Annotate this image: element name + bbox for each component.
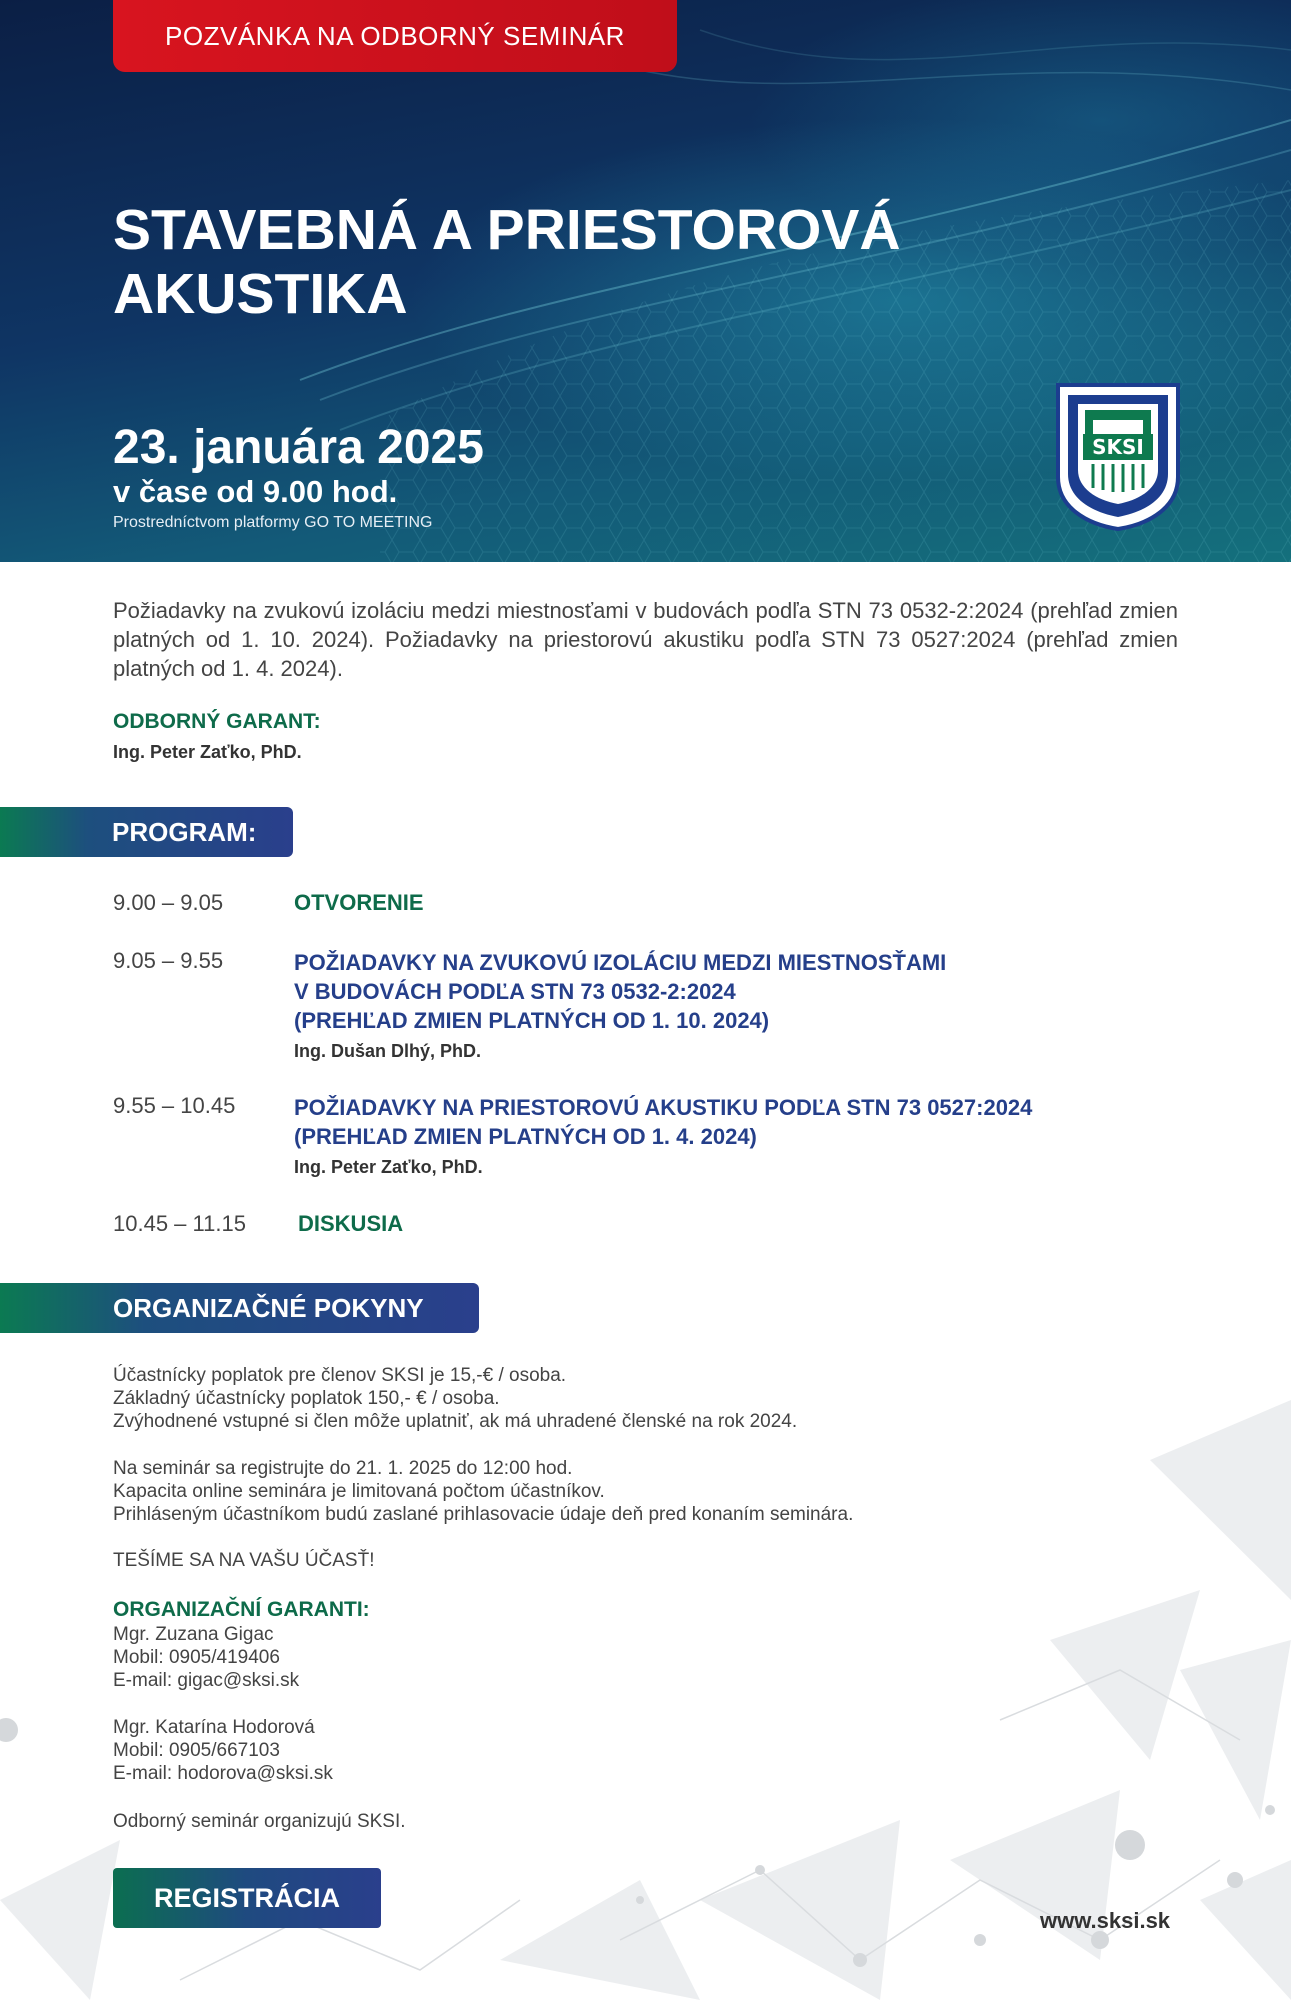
program-heading-bar: [0, 807, 293, 857]
organizer-note: Odborný seminár organizujú SKSI.: [113, 1811, 406, 1832]
contact-card: [113, 1623, 299, 1692]
sksi-logo: [1055, 382, 1181, 532]
fee-line: Základný účastnícky poplatok 150,- € / osoba.: [113, 1388, 500, 1409]
registration-info: [113, 1457, 853, 1526]
event-date: 23. januára 2025: [113, 421, 484, 474]
registration-line: Na seminár sa registrujte do 21. 1. 2025 do 12:00 hod.: [113, 1458, 573, 1479]
program-time: 9.55 – 10.45: [113, 1093, 236, 1118]
registration-line: Prihláseným účastníkom budú zaslané prihlasovacie údaje deň pred konaním seminára.: [113, 1504, 854, 1525]
event-time: v čase od 9.00 hod.: [113, 474, 398, 509]
program-time: 10.45 – 11.15: [113, 1211, 246, 1236]
seminar-description: Požiadavky na zvukovú izoláciu medzi miestnosťami v budovách podľa STN 73 0532-2:2024 (prehľad zmien platných od 1. 10. 2024). Požiadavky na priestorovú akustiku podľa STN 73 0527:2024 (prehľad zmien platných od 1. 4. 2024).: [113, 598, 1178, 681]
org-garanti-heading: ORGANIZAČNÍ GARANTI:: [113, 1598, 370, 1621]
contact-mobile: Mobil: 0905/667103: [113, 1740, 280, 1761]
contact-email[interactable]: E-mail: hodorova@sksi.sk: [113, 1763, 333, 1784]
event-platform: Prostredníctvom platformy GO TO MEETING: [113, 514, 433, 531]
program-title-line: POŽIADAVKY NA ZVUKOVÚ IZOLÁCIU MEDZI MIESTNOSŤAMI: [294, 950, 947, 975]
program-title-block: [294, 1093, 1032, 1179]
hero-banner: [0, 0, 1291, 562]
program-title-line: V BUDOVÁCH PODĽA STN 73 0532-2:2024: [294, 979, 736, 1004]
program-time: 9.00 – 9.05: [113, 890, 224, 915]
org-heading: ORGANIZAČNÉ POKYNY: [113, 1292, 424, 1323]
title-line-2: AKUSTIKA: [113, 262, 408, 326]
contact-email[interactable]: E-mail: gigac@sksi.sk: [113, 1670, 300, 1691]
program-title-line: (PREHĽAD ZMIEN PLATNÝCH OD 1. 10. 2024): [294, 1008, 770, 1033]
program-time: 9.05 – 9.55: [113, 948, 224, 973]
contact-mobile: Mobil: 0905/419406: [113, 1647, 280, 1668]
program-title-line: (PREHĽAD ZMIEN PLATNÝCH OD 1. 4. 2024): [294, 1124, 757, 1149]
contact-name: Mgr. Zuzana Gigac: [113, 1624, 274, 1645]
garant-name: Ing. Peter Zaťko, PhD.: [113, 742, 302, 762]
contact-name: Mgr. Katarína Hodorová: [113, 1717, 315, 1738]
fee-line: Účastnícky poplatok pre členov SKSI je 15,-€ / osoba.: [113, 1365, 567, 1386]
invitation-tag: POZVÁNKA NA ODBORNÝ SEMINÁR: [113, 0, 677, 72]
program-title: DISKUSIA: [298, 1211, 404, 1236]
contact-card: [113, 1716, 333, 1785]
program-speaker: Ing. Dušan Dlhý, PhD.: [294, 1041, 482, 1061]
title-line-1: STAVEBNÁ A PRIESTOROVÁ: [113, 198, 901, 262]
program-title-block: [294, 948, 946, 1063]
fee-line: Zvýhodnené vstupné si člen môže uplatniť, ak má uhradené členské na rok 2024.: [113, 1411, 798, 1432]
program-speaker: Ing. Peter Zaťko, PhD.: [294, 1157, 483, 1177]
garant-heading: ODBORNÝ GARANT:: [113, 710, 321, 733]
program-heading: PROGRAM:: [112, 816, 257, 847]
logo-text: SKSI: [1092, 435, 1144, 459]
registration-button[interactable]: REGISTRÁCIA: [113, 1868, 381, 1928]
registration-line: Kapacita online seminára je limitovaná počtom účastníkov.: [113, 1481, 605, 1502]
closing-text: TEŠÍME SA NA VAŠU ÚČASŤ!: [113, 1550, 375, 1571]
page-title: [113, 198, 1013, 326]
fee-info: [113, 1364, 797, 1433]
program-title: OTVORENIE: [294, 890, 424, 915]
program-title-line: POŽIADAVKY NA PRIESTOROVÚ AKUSTIKU PODĽA STN 73 0527:2024: [294, 1095, 1033, 1120]
org-heading-bar: [0, 1283, 479, 1333]
website-link[interactable]: www.sksi.sk: [1040, 1908, 1171, 1933]
